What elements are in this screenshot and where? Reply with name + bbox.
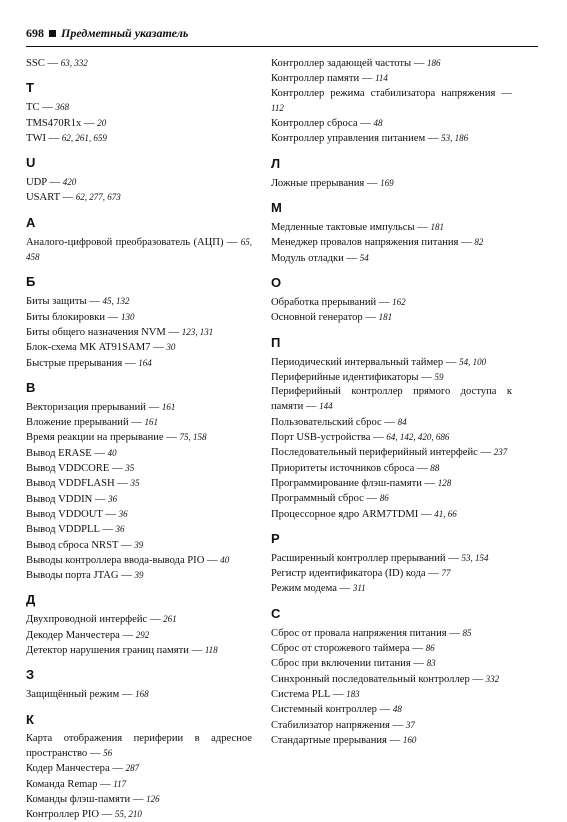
index-page-refs: 86 bbox=[425, 643, 435, 654]
index-dash: — bbox=[418, 371, 435, 383]
index-dash: — bbox=[418, 508, 435, 520]
index-page-refs: 117 bbox=[113, 778, 127, 789]
index-page-refs: 126 bbox=[146, 793, 160, 804]
index-dash: — bbox=[389, 719, 406, 731]
index-dash: — bbox=[362, 312, 379, 324]
index-dash: — bbox=[150, 342, 167, 354]
index-term: Процессорное ядро ARM7TDMI bbox=[271, 508, 419, 520]
index-entry bbox=[271, 310, 512, 325]
index-entry bbox=[26, 446, 252, 461]
index-term: Быстрые прерывания bbox=[26, 357, 123, 369]
index-page-refs: 45, 132 bbox=[102, 296, 130, 307]
index-term: Периодический интервальный таймер bbox=[271, 356, 444, 368]
index-term: Расширенный контроллер прерываний bbox=[271, 552, 446, 564]
index-dash: — bbox=[495, 87, 512, 99]
index-entry bbox=[271, 220, 512, 235]
index-term: Менеджер провалов напряжения питания bbox=[271, 237, 459, 249]
index-page-refs: 56 bbox=[103, 747, 113, 758]
index-dash: — bbox=[370, 432, 387, 444]
index-entry bbox=[26, 310, 252, 325]
index-term: Медленные тактовые импульсы bbox=[271, 222, 415, 234]
index-term: Режим модема bbox=[271, 583, 337, 595]
index-page-refs: 35 bbox=[130, 478, 140, 489]
index-entry bbox=[26, 553, 252, 568]
index-term: Вывод VDDFLASH bbox=[26, 478, 115, 490]
index-term: Периферийный контроллер прямого доступа к памяти bbox=[271, 386, 512, 413]
index-page-refs: 144 bbox=[319, 401, 333, 412]
index-page-refs: 36 bbox=[115, 524, 125, 535]
index-page-refs: 114 bbox=[375, 73, 388, 84]
index-entry bbox=[26, 612, 252, 627]
index-entry bbox=[271, 476, 512, 491]
index-term: UDP bbox=[26, 177, 47, 189]
index-term: Сброс при включении питания bbox=[271, 658, 411, 670]
index-dash: — bbox=[81, 117, 98, 129]
index-dash: — bbox=[359, 73, 376, 85]
index-entry bbox=[26, 415, 252, 430]
index-entry bbox=[271, 176, 512, 191]
index-term: Блок-схема МК AT91SAM7 bbox=[26, 342, 151, 354]
index-page-refs: 160 bbox=[402, 734, 417, 745]
index-dash: — bbox=[99, 524, 116, 536]
index-term: Вывод VDDOUT bbox=[26, 508, 103, 520]
index-page-refs: 83 bbox=[426, 658, 436, 669]
index-entry bbox=[271, 551, 512, 566]
index-dash: — bbox=[163, 432, 180, 444]
index-dash: — bbox=[443, 356, 460, 368]
index-page-refs: 186 bbox=[427, 58, 441, 68]
index-entry bbox=[26, 761, 252, 776]
index-letter-heading: С bbox=[271, 605, 281, 621]
index-entry bbox=[26, 235, 252, 266]
index-page-refs: 82 bbox=[474, 237, 484, 248]
index-entry bbox=[26, 628, 252, 643]
index-page-refs: 169 bbox=[380, 177, 394, 188]
index-dash: — bbox=[477, 447, 494, 459]
index-entry bbox=[26, 400, 252, 415]
index-page-refs: 77 bbox=[441, 568, 451, 579]
index-dash: — bbox=[364, 177, 381, 189]
index-term: Основной генератор bbox=[271, 312, 363, 324]
index-dash: — bbox=[425, 133, 442, 145]
index-term: Регистр идентификатора (ID) кода bbox=[271, 568, 426, 580]
index-page-refs: 118 bbox=[204, 645, 218, 656]
index-entry bbox=[271, 507, 512, 522]
index-page-refs: 48 bbox=[373, 118, 383, 129]
index-dash: — bbox=[223, 236, 241, 248]
index-page-refs: 88 bbox=[430, 462, 440, 473]
index-dash: — bbox=[109, 463, 126, 475]
index-page-refs: 54 bbox=[359, 252, 369, 263]
index-term: Вложение прерываний bbox=[26, 417, 129, 429]
index-term: Сброс от провала напряжения питания bbox=[271, 627, 447, 639]
index-column-left bbox=[26, 56, 252, 822]
index-term: Двухпроводной интерфейс bbox=[26, 614, 148, 626]
index-page-refs: 40 bbox=[220, 554, 230, 565]
page-header bbox=[26, 26, 538, 47]
index-entry bbox=[26, 100, 252, 115]
index-term: Контроллер задающей частоты bbox=[271, 58, 412, 69]
index-entry bbox=[26, 522, 252, 537]
index-page-refs: 128 bbox=[437, 477, 452, 488]
index-entry bbox=[26, 792, 252, 807]
index-entry bbox=[271, 71, 512, 86]
index-term: USART bbox=[26, 192, 60, 204]
index-term: Команда Remap bbox=[26, 778, 98, 790]
index-entry bbox=[271, 491, 512, 506]
index-page-refs: 123, 131 bbox=[181, 326, 214, 337]
index-dash: — bbox=[414, 462, 431, 474]
index-page-refs: 64, 142, 420, 686 bbox=[386, 432, 450, 443]
index-dash: — bbox=[411, 58, 428, 69]
index-term: Выводы контроллера ввода-вывода PIO bbox=[26, 554, 205, 566]
index-dash: — bbox=[147, 614, 164, 626]
index-dash: — bbox=[86, 296, 103, 308]
index-dash: — bbox=[118, 539, 135, 551]
index-page-refs: 59 bbox=[434, 371, 444, 382]
index-dash: — bbox=[87, 747, 104, 759]
index-term: Кодер Манчестера bbox=[26, 763, 110, 775]
index-dash: — bbox=[92, 493, 109, 505]
index-page-refs: 53, 186 bbox=[441, 133, 469, 144]
index-dash: — bbox=[330, 688, 347, 700]
index-entry bbox=[271, 251, 512, 266]
index-dash: — bbox=[376, 704, 393, 716]
index-dash: — bbox=[469, 673, 486, 685]
index-term: Вывод VDDIN bbox=[26, 493, 93, 505]
index-dash: — bbox=[130, 793, 147, 805]
index-term: Выводы порта JTAG bbox=[26, 570, 119, 582]
index-dash: — bbox=[165, 326, 182, 338]
index-term: Биты общего назначения NVM bbox=[26, 326, 166, 338]
index-term: Стандартные прерывания bbox=[271, 734, 387, 746]
index-page-refs: 85 bbox=[462, 627, 472, 638]
index-dash: — bbox=[109, 763, 126, 775]
index-page-refs: 311 bbox=[352, 583, 366, 594]
index-term: Периферийные идентификаторы bbox=[271, 371, 419, 383]
index-entry bbox=[271, 718, 512, 733]
index-entry bbox=[271, 687, 512, 702]
index-dash: — bbox=[105, 311, 121, 323]
index-dash: — bbox=[343, 252, 360, 264]
index-term: Порт USB-устройства bbox=[271, 432, 371, 444]
index-page-refs: 261 bbox=[163, 614, 177, 625]
index-page-refs: 112 bbox=[271, 102, 284, 113]
index-entry bbox=[271, 87, 512, 117]
index-term: Контроллер управления питанием bbox=[271, 133, 426, 145]
index-entry bbox=[271, 370, 512, 385]
index-entry bbox=[26, 643, 252, 658]
index-page-refs: 237 bbox=[493, 447, 508, 458]
index-dash: — bbox=[445, 552, 462, 564]
index-letter-heading: Л bbox=[271, 155, 281, 171]
index-dash: — bbox=[446, 627, 463, 639]
index-entry bbox=[26, 325, 252, 340]
index-dash: — bbox=[91, 447, 108, 459]
index-term: TC bbox=[26, 102, 40, 114]
index-letter-heading: О bbox=[271, 274, 282, 290]
index-page-refs: 48 bbox=[392, 704, 402, 715]
index-entry bbox=[26, 476, 252, 491]
index-term: Детектор нарушения границ памяти bbox=[26, 645, 189, 657]
index-entry bbox=[26, 190, 252, 205]
index-letter-heading: А bbox=[26, 214, 36, 230]
index-entry bbox=[271, 445, 512, 460]
running-title: Предметный указатель bbox=[61, 26, 189, 40]
index-entry bbox=[271, 235, 512, 250]
index-term: Системный контроллер bbox=[271, 704, 377, 716]
index-entry bbox=[271, 626, 512, 641]
index-page-refs: 183 bbox=[346, 688, 360, 699]
index-entry bbox=[271, 641, 512, 656]
index-letter-heading: В bbox=[26, 379, 36, 395]
index-dash: — bbox=[188, 645, 205, 657]
index-term: TWI bbox=[26, 132, 46, 144]
index-page-refs: 41, 66 bbox=[434, 508, 457, 519]
index-entry bbox=[26, 492, 252, 507]
index-term: Аналого-цифровой преобразователь (АЦП) bbox=[26, 236, 224, 248]
index-dash: — bbox=[363, 493, 380, 505]
index-entry bbox=[26, 538, 252, 553]
index-dash: — bbox=[97, 778, 114, 790]
index-term: Векторизация прерываний bbox=[26, 401, 146, 413]
index-term: Стабилизатор напряжения bbox=[271, 719, 390, 731]
index-dash: — bbox=[303, 401, 320, 413]
index-term: Контроллер памяти bbox=[271, 73, 360, 85]
index-entry bbox=[271, 656, 512, 671]
index-term: Модуль отладки bbox=[271, 252, 344, 264]
index-page-refs: 54, 100 bbox=[459, 356, 487, 367]
index-dash: — bbox=[386, 734, 403, 746]
index-term: Обработка прерываний bbox=[271, 296, 377, 308]
index-entry bbox=[26, 356, 252, 371]
index-entry bbox=[26, 687, 252, 702]
index-page-refs: 181 bbox=[378, 312, 393, 323]
index-letter-heading: Д bbox=[26, 592, 36, 608]
index-term: Сброс от сторожевого таймера bbox=[271, 643, 410, 655]
index-term: Программный сброс bbox=[271, 493, 364, 505]
index-page-refs: 161 bbox=[161, 401, 176, 412]
index-dash: — bbox=[421, 477, 438, 489]
index-letter-heading: П bbox=[271, 334, 281, 350]
index-term: Вывод ERASE bbox=[26, 447, 92, 459]
index-page-refs: 292 bbox=[135, 629, 150, 640]
index-entry bbox=[271, 702, 512, 717]
index-entry bbox=[271, 355, 512, 370]
index-entry bbox=[26, 777, 252, 792]
index-term: Контроллер режима стабилизатора напряжения bbox=[271, 87, 496, 99]
index-entry bbox=[271, 295, 512, 310]
index-entry bbox=[26, 732, 252, 762]
index-dash: — bbox=[59, 192, 76, 204]
index-term: Команды флэш-памяти bbox=[26, 793, 131, 805]
index-letter-heading: З bbox=[26, 667, 35, 683]
index-page-refs: 287 bbox=[125, 763, 140, 774]
index-page-refs: 161 bbox=[144, 417, 159, 428]
index-entry bbox=[26, 294, 252, 309]
index-term: Контроллер PIO bbox=[26, 809, 100, 821]
square-bullet-icon bbox=[49, 30, 56, 37]
index-entry bbox=[26, 175, 252, 190]
index-page-refs: 62, 261, 659 bbox=[61, 132, 107, 143]
index-page-refs: 130 bbox=[120, 311, 135, 322]
index-dash: — bbox=[119, 629, 136, 641]
index-term: Приоритеты источников сброса bbox=[271, 462, 415, 474]
index-term: Декодер Манчестера bbox=[26, 629, 120, 641]
index-letter-heading: U bbox=[26, 155, 36, 171]
index-dash: — bbox=[102, 508, 119, 520]
index-term: Последовательный периферийный интерфейс bbox=[271, 447, 478, 459]
index-entry bbox=[271, 385, 512, 415]
index-dash: — bbox=[46, 132, 62, 144]
index-dash: — bbox=[44, 58, 61, 69]
index-letter-heading: М bbox=[271, 200, 282, 216]
index-term: SSC bbox=[26, 58, 45, 69]
index-dash: — bbox=[114, 478, 131, 490]
index-dash: — bbox=[336, 583, 353, 595]
index-dash: — bbox=[376, 296, 393, 308]
index-dash: — bbox=[39, 102, 56, 114]
index-entry bbox=[271, 415, 512, 430]
index-dash: — bbox=[118, 570, 135, 582]
index-column-right bbox=[271, 56, 512, 748]
index-entry bbox=[271, 581, 512, 596]
index-page-refs: 181 bbox=[430, 222, 444, 233]
index-entry bbox=[26, 507, 252, 522]
index-page-refs: 86 bbox=[379, 493, 389, 504]
index-term: Карта отображения периферии в адресное пространство bbox=[26, 732, 252, 759]
index-letter-heading: T bbox=[26, 80, 34, 96]
index-term: Биты блокировки bbox=[26, 311, 106, 323]
index-term: Синхронный последовательный контроллер bbox=[271, 673, 470, 685]
index-page-refs: 62, 277, 673 bbox=[75, 192, 121, 203]
index-letter-heading: Б bbox=[26, 274, 36, 290]
index-term: Вывод сброса NRST bbox=[26, 539, 119, 551]
index-page-refs: 63, 332 bbox=[60, 58, 88, 68]
index-page-refs: 65, 458 bbox=[26, 236, 252, 263]
index-entry bbox=[271, 461, 512, 476]
index-page-refs: 53, 154 bbox=[461, 552, 489, 563]
index-page-refs: 332 bbox=[485, 673, 500, 684]
index-entry bbox=[271, 131, 512, 146]
index-dash: — bbox=[46, 177, 63, 189]
index-dash: — bbox=[204, 554, 221, 566]
index-page-refs: 40 bbox=[107, 447, 117, 458]
index-page-refs: 39 bbox=[134, 570, 144, 581]
index-dash: — bbox=[99, 809, 115, 821]
page-number: 698 bbox=[26, 26, 44, 40]
index-term: Пользовательский сброс bbox=[271, 416, 382, 428]
index-entry bbox=[26, 131, 252, 146]
index-dash: — bbox=[122, 357, 139, 369]
index-dash: — bbox=[409, 643, 426, 655]
index-page-refs: 164 bbox=[138, 357, 152, 368]
index-page-refs: 30 bbox=[166, 342, 176, 353]
index-page-refs: 368 bbox=[55, 102, 69, 113]
index-dash: — bbox=[458, 237, 475, 249]
index-term: Контроллер сброса bbox=[271, 118, 358, 130]
index-entry bbox=[26, 430, 252, 445]
index-dash: — bbox=[119, 689, 136, 701]
index-entry bbox=[26, 340, 252, 355]
index-entry bbox=[26, 56, 252, 71]
index-page-refs: 162 bbox=[392, 296, 406, 307]
index-page-refs: 39 bbox=[134, 539, 144, 550]
index-dash: — bbox=[414, 222, 431, 234]
index-entry bbox=[271, 566, 512, 581]
index-dash: — bbox=[357, 118, 374, 130]
index-page-refs: 37 bbox=[405, 719, 415, 730]
index-term: Ложные прерывания bbox=[271, 177, 365, 189]
index-entry bbox=[271, 430, 512, 445]
index-letter-heading: Р bbox=[271, 530, 280, 546]
index-page-refs: 20 bbox=[97, 117, 107, 128]
index-dash: — bbox=[381, 416, 398, 428]
index-term: Вывод VDDPLL bbox=[26, 524, 100, 536]
index-page-refs: 55, 210 bbox=[114, 809, 142, 820]
index-page-refs: 84 bbox=[397, 416, 407, 427]
index-page-refs: 168 bbox=[135, 689, 149, 700]
index-dash: — bbox=[128, 417, 145, 429]
index-page-refs: 75, 158 bbox=[179, 432, 207, 443]
index-page-refs: 35 bbox=[125, 463, 135, 474]
index-term: Система PLL bbox=[271, 688, 331, 700]
index-entry bbox=[271, 116, 512, 131]
index-dash: — bbox=[410, 658, 427, 670]
index-term: Защищённый режим bbox=[26, 689, 120, 701]
index-page-refs: 420 bbox=[62, 177, 77, 188]
index-term: Биты защиты bbox=[26, 296, 87, 308]
index-entry bbox=[271, 733, 512, 748]
index-entry bbox=[271, 56, 512, 71]
index-page-refs: 36 bbox=[108, 493, 118, 504]
index-term: Программирование флэш-памяти bbox=[271, 477, 422, 489]
index-entry bbox=[271, 672, 512, 687]
index-page-refs: 36 bbox=[118, 508, 128, 519]
index-entry bbox=[26, 568, 252, 583]
index-term: Вывод VDDCORE bbox=[26, 463, 110, 475]
index-entry bbox=[26, 807, 252, 822]
index-term: TMS470R1x bbox=[26, 117, 82, 129]
index-entry bbox=[26, 116, 252, 131]
index-term: Время реакции на прерывание bbox=[26, 432, 164, 444]
index-entry bbox=[26, 461, 252, 476]
index-dash: — bbox=[425, 568, 442, 580]
index-dash: — bbox=[145, 401, 162, 413]
index-letter-heading: К bbox=[26, 711, 34, 727]
